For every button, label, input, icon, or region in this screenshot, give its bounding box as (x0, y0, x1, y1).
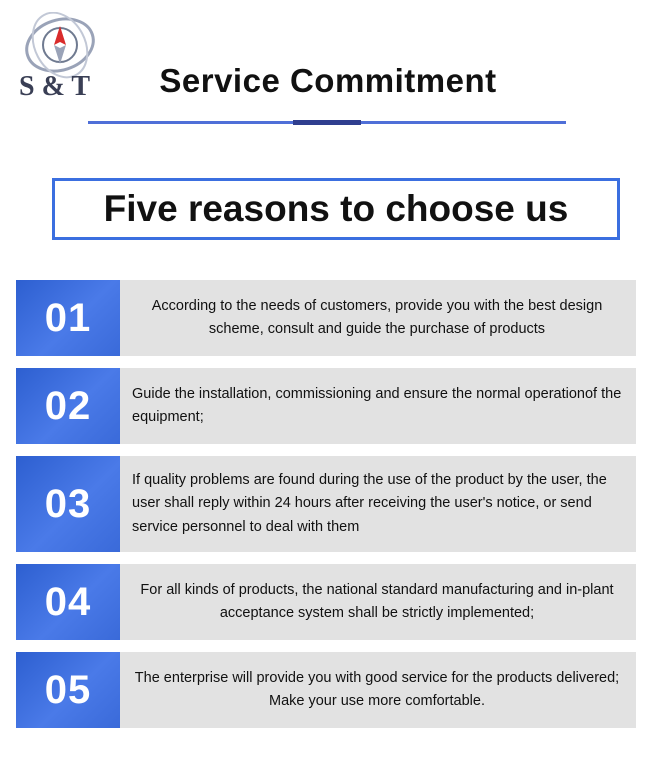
list-item (16, 652, 636, 728)
reason-text-panel (120, 368, 636, 444)
reason-text: Guide the installation, commissioning and ensure the normal operationof the equipment; (132, 385, 622, 425)
list-item (16, 456, 636, 552)
reason-number-badge: 03 (16, 456, 120, 552)
reasons-list (16, 280, 636, 740)
page-title (88, 62, 568, 100)
reason-text: For all kinds of products, the national standard manufacturing and in-plant acceptance system shall be strictly implemented; (140, 581, 614, 621)
subheading-text: Five reasons to choose us (103, 188, 569, 229)
reason-number-badge: 01 (16, 280, 120, 356)
list-item (16, 368, 636, 444)
reason-number-badge: 05 (16, 652, 120, 728)
page-header (0, 0, 650, 140)
reason-text-panel (120, 280, 636, 356)
subheading-box (52, 178, 620, 240)
title-underline-dark (293, 120, 361, 125)
reason-text: If quality problems are found during the use of the product by the user, the user shall reply within 24 hours after receiving the user's notice, or send service personnel to deal with them (132, 471, 607, 535)
reason-text: The enterprise will provide you with good service for the products delivered; Make your use more comfortable. (134, 669, 620, 709)
logo-text: S & T (19, 71, 91, 102)
reason-text-panel (120, 564, 636, 640)
list-item (16, 564, 636, 640)
reason-number-badge: 04 (16, 564, 120, 640)
list-item (16, 280, 636, 356)
reason-text: According to the needs of customers, provide you with the best design scheme, consult and guide the purchase of products (151, 297, 603, 337)
reason-text-panel (120, 456, 636, 552)
page-title-text: Service Commitment (159, 62, 497, 99)
reason-text-panel (120, 652, 636, 728)
reason-number-badge: 02 (16, 368, 120, 444)
title-underline (88, 120, 566, 125)
